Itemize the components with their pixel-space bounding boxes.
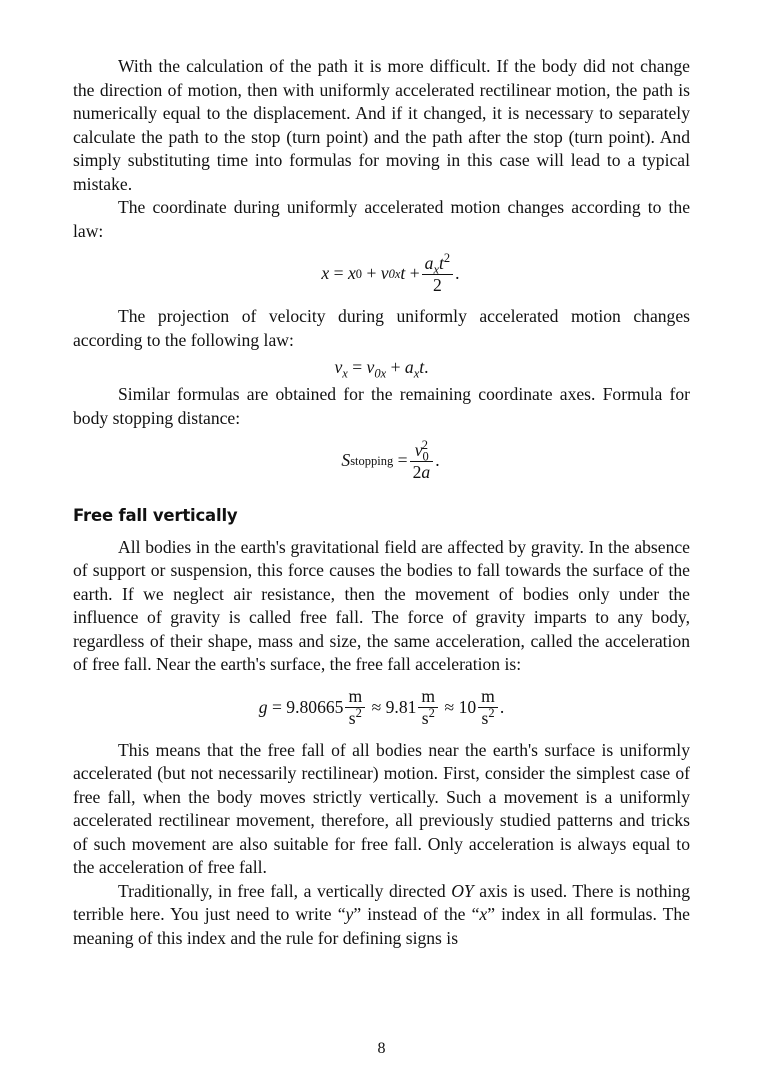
eq-ax: a [404,357,414,377]
text-run: ” index in all formulas. The meaning of this index and the rule for defining signs is [73,904,690,948]
paragraph-stopping-distance: Similar formulas are obtained for the remaining coordinate axes. Formula for body stopping distance: [73,384,690,428]
eq-value-precise: 9.80665 [286,696,344,717]
equation-stopping-distance: S stopping = $\frac{v_0^2}{2a}$ . [341,437,440,482]
eq-a-sub: x [433,262,440,277]
eq-unit-fraction [478,686,498,729]
eq-value-approx: 10 [458,696,477,717]
equation-gravity [73,679,690,737]
eq-plus: + [386,357,405,377]
text-run: ” instead of the “ [353,904,480,924]
eq-x: x [321,263,330,284]
eq-unit-s2 [478,708,498,729]
eq-v0x: v [366,357,375,377]
page-number: 8 [377,1040,386,1057]
text-run: axis is used. There is nothing terrible here. You just need to write “ [73,880,691,924]
eq-g: g [258,696,268,717]
eq-fraction-numerator [422,250,454,277]
eq-v0x-sub: 0x [374,366,387,381]
eq-a: a [421,461,431,482]
eq-t-sup: 2 [443,250,451,265]
equation-velocity [73,354,690,381]
paragraph-coordinate-law: The coordinate during uniformly accelerated motion changes according to the law: [73,197,690,241]
text-axis-oy: OY [451,880,474,901]
section-heading-free-fall: Free fall vertically [73,506,238,525]
eq-unit-fraction [418,686,438,729]
eq-fraction-numerator [410,437,434,464]
paragraph-free-fall-intro: All bodies in the earth's gravitational field are affected by gravity. In the absence of support or suspension, this force causes the bodies to fall towards the surface of the earth. If we neglect air resistance, then the movement of bodies only under the influence of gravity is called free fall. The force of gravity imparts to any body, regardless of their shape, mass and size, the same acceleration, called the acceleration of free fall. Near the earth's surface, the free fall acceleration is: [73,536,690,674]
eq-value-rounded: 9.81 [385,696,417,717]
text-index-y: y [345,904,354,924]
eq-unit-s: s [348,708,356,728]
eq-fraction-denominator: 2 [433,274,442,295]
eq-equals: = [333,263,344,284]
paragraph-free-fall-motion: This means that the free fall of all bodies near the earth's surface is uniformly accelerated (but not necessarily rectilinear) motion. First, consider the simplest case of free fall, when the body moves strictly vertically. Such a movement is a uniformly accelerated rectilinear movement, therefore, all previously studied patterns and tricks of such movement are also suitable for free fall. Only acceleration is always equal to the acceleration of free fall. [73,739,690,877]
eq-period: . [424,357,429,377]
eq-unit-s: s [421,708,429,728]
eq-unit-m: m [345,686,365,708]
eq-t: t [419,357,425,377]
eq-v0-sub: 0 [422,449,429,464]
eq-unit-m: m [418,686,438,708]
paragraph-velocity-law: The projection of velocity during uniformly accelerated motion changes according to the following law: [73,306,690,350]
eq-period: . [435,450,440,471]
eq-fraction [422,250,454,296]
eq-unit-s2 [345,708,365,729]
eq-unit-fraction [345,686,365,729]
eq-t: t [400,263,406,284]
text-run: Traditionally, in free fall, a vertically directed [118,880,452,901]
eq-period: . [455,263,460,284]
eq-period: . [499,696,505,717]
eq-fraction-denominator [410,462,434,483]
paragraph-path-calculation: With the calculation of the path it is more difficult. If the body did not change the direction of motion, then with uniformly accelerated rectilinear motion, the path is numerically equal to the displacement. And if it changed, it is necessary to separately calculate the path to the stop (turn point) and the path after the stop (turn point). And simply substituting time into formulas for moving in this case will lead to a typical mistake. [73,56,690,194]
eq-unit-m: m [478,686,498,708]
eq-approx: ≈ [444,696,455,717]
eq-equals: = [397,450,408,471]
eq-plus: + [409,263,420,284]
page-body [73,55,690,950]
eq-unit-sup: 2 [428,706,435,721]
eq-v0-sup: 2 [421,437,429,452]
text-index-x: x [479,904,488,924]
paragraph-oy-axis [73,880,690,951]
eq-unit-s2 [418,708,438,729]
eq-fraction [410,437,434,483]
eq-s: S [341,450,351,471]
eq-vx-sub: x [342,366,348,381]
eq-v: v [380,263,389,284]
eq-unit-sup: 2 [488,706,495,721]
eq-approx: ≈ [371,696,382,717]
eq-equals: = [271,696,282,717]
eq-t: t [439,252,444,273]
eq-x0: x [347,263,356,284]
eq-a: a [424,252,434,273]
eq-unit-s: s [481,708,489,728]
equation-coordinate: x = x 0 + v 0x t + $\frac{a_xt^2}{2}$ . [321,250,460,295]
eq-equals: = [347,357,367,377]
eq-ax-sub: x [413,366,420,381]
eq-two: 2 [412,461,422,482]
eq-v0: v [414,439,423,460]
eq-plus: + [366,263,377,284]
eq-vx: v [334,357,343,377]
eq-unit-sup: 2 [355,706,362,721]
